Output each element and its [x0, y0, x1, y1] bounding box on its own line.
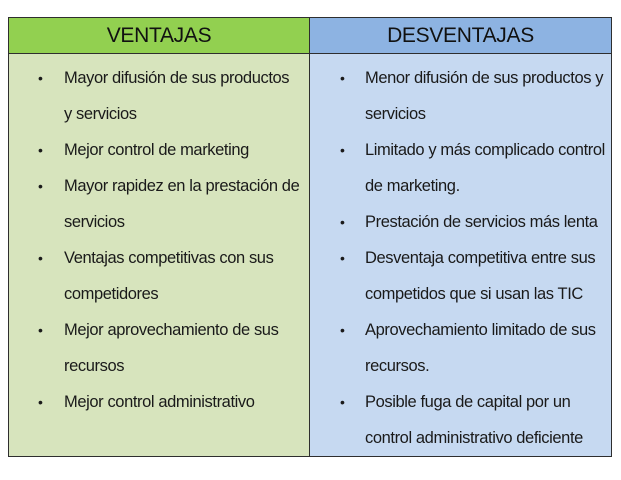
ventajas-item — [9, 240, 309, 312]
bullet-icon: • — [38, 178, 43, 194]
desventajas-item-text: Desventaja competitiva entre sus competidos que si usan las TIC — [365, 249, 596, 303]
desventajas-item-text: Prestación de servicios más lenta — [365, 213, 598, 231]
bullet-icon: • — [38, 394, 43, 410]
desventajas-item — [310, 132, 611, 204]
ventajas-list — [9, 60, 309, 420]
bullet-icon: • — [340, 322, 345, 338]
ventajas-item-text: Mejor control de marketing — [64, 141, 249, 159]
bullet-icon: • — [38, 322, 43, 338]
desventajas-item-text: Aprovechamiento limitado de sus recursos. — [365, 321, 596, 375]
bullet-icon: • — [340, 142, 345, 158]
desventajas-item — [310, 312, 611, 384]
desventajas-item-text: Limitado y más complicado control de marketing. — [365, 141, 605, 195]
ventajas-item-text: Mayor rapidez en la prestación de servicios — [64, 177, 300, 231]
desventajas-item-text: Posible fuga de capital por un control administrativo deficiente — [365, 393, 583, 447]
desventajas-header: DESVENTAJAS — [310, 18, 611, 54]
ventajas-item — [9, 384, 309, 420]
ventajas-header: VENTAJAS — [9, 18, 310, 54]
ventajas-item-text: Mayor difusión de sus productos y servicios — [64, 69, 290, 123]
ventajas-item — [9, 168, 309, 240]
desventajas-column — [310, 54, 611, 456]
ventajas-item-text: Mejor aprovechamiento de sus recursos — [64, 321, 279, 375]
desventajas-item-text: Menor difusión de sus productos y servicios — [365, 69, 604, 123]
desventajas-item — [310, 240, 611, 312]
ventajas-column — [9, 54, 310, 456]
bullet-icon: • — [340, 70, 345, 86]
bullet-icon: • — [340, 214, 345, 230]
ventajas-item-text: Mejor control administrativo — [64, 393, 255, 411]
bullet-icon: • — [38, 70, 43, 86]
ventajas-item — [9, 132, 309, 168]
ventajas-item-text: Ventajas competitivas con sus competidores — [64, 249, 274, 303]
desventajas-item — [310, 384, 611, 456]
ventajas-item — [9, 60, 309, 132]
ventajas-item — [9, 312, 309, 384]
desventajas-item — [310, 60, 611, 132]
desventajas-item — [310, 204, 611, 240]
comparison-table — [8, 17, 612, 457]
bullet-icon: • — [38, 142, 43, 158]
desventajas-list — [310, 60, 611, 456]
bullet-icon: • — [340, 394, 345, 410]
bullet-icon: • — [340, 250, 345, 266]
bullet-icon: • — [38, 250, 43, 266]
